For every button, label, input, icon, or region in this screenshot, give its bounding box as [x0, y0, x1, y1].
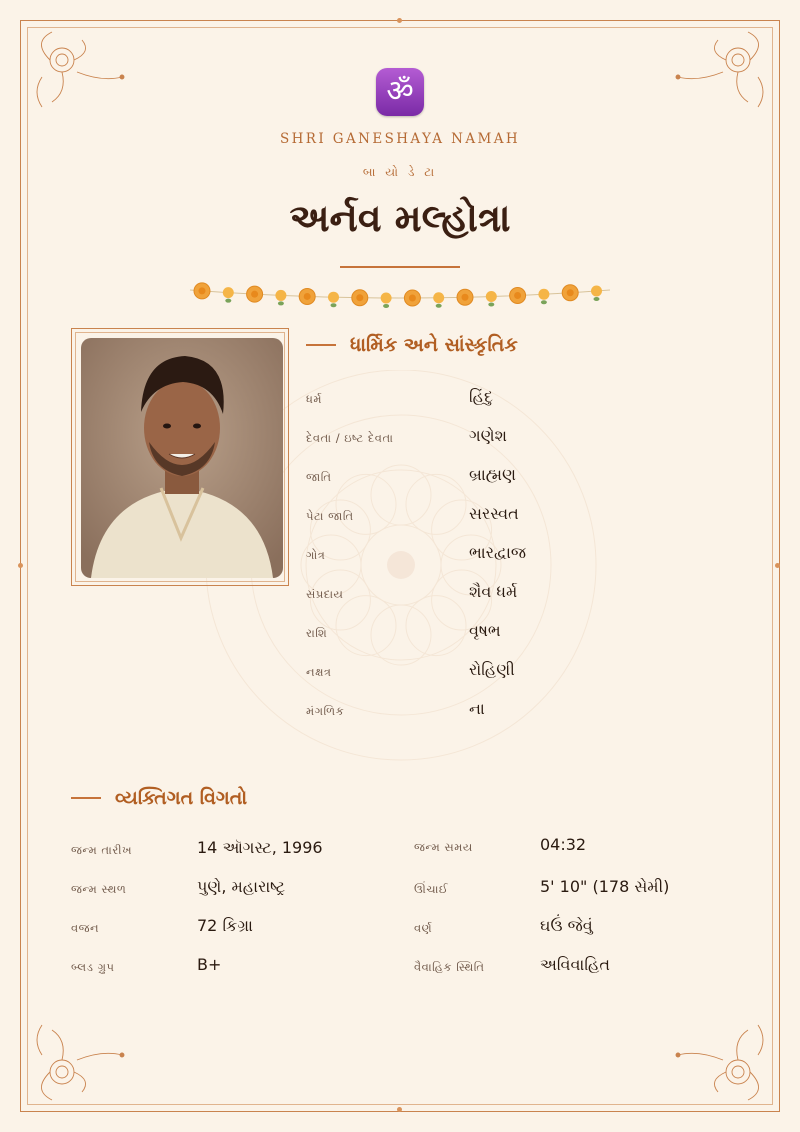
field-label: વર્ણ: [414, 921, 433, 935]
field-value: ઘઉં જેવું: [540, 916, 593, 935]
field-label: મંગળિક: [306, 704, 345, 718]
field-value: B+: [197, 955, 222, 974]
field-label: પેટા જાતિ: [306, 509, 354, 523]
marital-status-row: [414, 955, 754, 979]
birth-date-row: [71, 838, 411, 862]
field-value: શૈવ ધર્મ: [469, 582, 518, 601]
corner-ornament-top-right: [668, 22, 778, 112]
field-label: નક્ષત્ર: [306, 665, 332, 679]
section-personal-header: [71, 787, 247, 809]
field-value: રોહિણી: [469, 660, 515, 679]
field-value: વૃષભ: [469, 621, 501, 640]
edge-dot-right: [775, 563, 780, 568]
field-value: ભારદ્વાજ: [469, 543, 527, 562]
field-value: અવિવાહિત: [540, 955, 610, 974]
field-value: 14 ઑગસ્ટ, 1996: [197, 838, 323, 857]
title-divider: [340, 266, 460, 268]
candidate-name: અર્નવ મલ્હોત્રા: [289, 196, 511, 240]
field-label: જન્મ તારીખ: [71, 843, 133, 857]
rashi-row: [306, 621, 726, 645]
birth-time-row: [414, 835, 754, 859]
section-religious-header: [306, 334, 518, 356]
field-value: સરસ્વત: [469, 504, 519, 523]
field-value: 5' 10" (178 સેમી): [540, 877, 670, 896]
manglik-row: [306, 699, 726, 723]
sect-row: [306, 582, 726, 606]
edge-dot-left: [18, 563, 23, 568]
field-value: 04:32: [540, 835, 587, 854]
section-personal-title: વ્યક્તિગત વિગતો: [115, 787, 248, 809]
document-subtitle: બા યો ડે ટા: [362, 165, 438, 179]
field-label: જન્મ સમય: [414, 840, 473, 854]
field-value: હિંદુ: [469, 387, 493, 406]
field-label: ધર્મ: [306, 392, 323, 406]
candidate-photo: [81, 338, 283, 578]
corner-ornament-bottom-right: [668, 1020, 778, 1110]
blood-group-row: [71, 955, 411, 979]
deity-row: [306, 426, 726, 450]
gotra-row: [306, 543, 726, 567]
section-dash: [71, 797, 101, 799]
religion-row: [306, 387, 726, 411]
subcaste-row: [306, 504, 726, 528]
field-label: દેવતા / ઇષ્ટ દેવતા: [306, 431, 394, 445]
corner-ornament-top-left: [22, 22, 132, 112]
caste-row: [306, 465, 726, 489]
birth-place-row: [71, 877, 411, 901]
invocation-text: SHRI GANESHAYA NAMAH: [279, 131, 521, 147]
field-label: બ્લડ ગ્રુપ: [71, 960, 115, 974]
field-value: 72 કિગ્રા: [197, 916, 253, 935]
field-label: જાતિ: [306, 470, 332, 484]
field-value: બ્રાહ્મણ: [469, 465, 516, 484]
field-label: વજન: [71, 921, 100, 935]
complexion-row: [414, 916, 754, 940]
field-value: પુણે, મહારાષ્ટ્ર: [197, 877, 286, 896]
field-value: ના: [469, 699, 485, 718]
weight-row: [71, 916, 411, 940]
nakshatra-row: [306, 660, 726, 684]
marigold-garland-icon: [186, 278, 614, 308]
edge-dot-top: [397, 18, 402, 23]
field-label: ઊંચાઈ: [414, 882, 449, 896]
section-religious-title: ધાર્મિક અને સાંસ્કૃતિક: [350, 334, 518, 356]
section-dash: [306, 344, 336, 346]
height-row: [414, 877, 754, 901]
field-label: જન્મ સ્થળ: [71, 882, 127, 896]
field-label: સંપ્રદાય: [306, 587, 344, 601]
field-label: વૈવાહિક સ્થિતિ: [414, 960, 485, 974]
corner-ornament-bottom-left: [22, 1020, 132, 1110]
om-icon: ॐ: [376, 68, 424, 116]
edge-dot-bottom: [397, 1107, 402, 1112]
field-label: ગોત્ર: [306, 548, 326, 562]
field-value: ગણેશ: [469, 426, 507, 445]
field-label: રાશિ: [306, 626, 328, 640]
